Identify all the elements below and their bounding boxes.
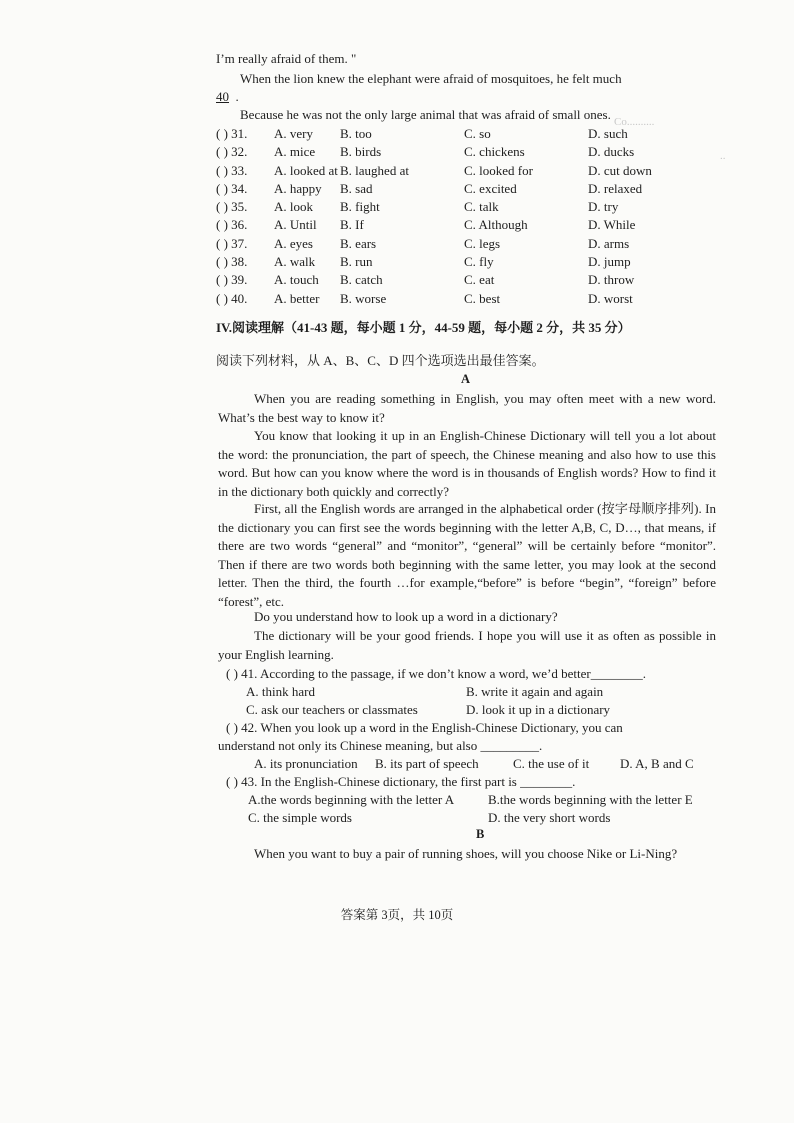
- question-42-stem: ( ) 42. When you look up a word in the English-Chinese Dictionary, you can: [226, 720, 623, 735]
- option-b: B. fight: [340, 199, 380, 215]
- option-d: D. worst: [588, 290, 633, 306]
- question-43-option-b: B.the words beginning with the letter E: [488, 792, 693, 807]
- bleed-through-text: ..: [720, 150, 726, 162]
- question-42-option-b: B. its part of speech: [375, 756, 479, 771]
- question-number: ( ) 39.: [216, 272, 248, 288]
- cloze-option-row: [216, 291, 688, 309]
- cloze-text-line: Because he was not the only large animal that was afraid of small ones.: [240, 107, 611, 122]
- cloze-option-row: [216, 144, 688, 162]
- option-c: C. best: [464, 290, 501, 306]
- question-number: ( ) 31.: [216, 126, 248, 141]
- passage-a-paragraph: When you are reading something in English, you may often meet with a new word. What’s the best way to know it?: [218, 391, 716, 425]
- option-b: B. worse: [340, 290, 387, 306]
- option-b: B. ears: [340, 235, 377, 251]
- option-a: A. walk: [274, 254, 316, 270]
- passage-b-paragraph: When you want to buy a pair of running shoes, will you choose Nike or Li-Ning?: [254, 846, 678, 861]
- option-c: C. chickens: [464, 144, 525, 160]
- question-43-stem: ( ) 43. In the English-Chinese dictionary, the first part is ________.: [226, 774, 576, 789]
- question-number: ( ) 37.: [216, 235, 248, 251]
- option-c: C. talk: [464, 199, 499, 215]
- option-c: C. looked for: [464, 162, 533, 178]
- option-b: B. If: [340, 217, 364, 233]
- passage-a-paragraph: The dictionary will be your good friends. I hope you will use it as often as possible in your English learning.: [218, 628, 716, 662]
- cloze-option-row: [216, 126, 688, 144]
- option-a: A. very: [274, 126, 313, 141]
- question-number: ( ) 36.: [216, 217, 248, 233]
- passage-a-label: A: [461, 372, 471, 386]
- option-a: A. mice: [274, 144, 316, 160]
- cloze-option-row: [216, 217, 688, 235]
- option-b: B. catch: [340, 272, 383, 288]
- cloze-option-row: [216, 181, 688, 199]
- option-a: A. looked at: [274, 162, 338, 178]
- question-42-option-c: C. the use of it: [513, 756, 590, 771]
- cloze-option-row: [216, 254, 688, 272]
- passage-a-paragraph: First, all the English words are arranged in the alphabetical order (按字母顺序排列). In the dictionary you can first see the words beginning with the letter A,B, C, D…, that means, if there are two words “general” and “monitor”, “general” will be certainly before “monitor”. Then if there are two words both beginning with the same letter, you may look at the second letter. Then the third, the fourth …for example,“before” is before “begin”, “foreign” before “forest”, etc.: [218, 501, 716, 609]
- option-c: C. eat: [464, 272, 495, 288]
- passage-b-label: B: [476, 827, 485, 841]
- cloze-option-row: [216, 199, 688, 217]
- option-b: B. too: [340, 126, 372, 141]
- question-41-option-a: A. think hard: [246, 684, 315, 699]
- question-41-option-c: C. ask our teachers or classmates: [246, 702, 418, 717]
- passage-a-paragraph: Do you understand how to look up a word in a dictionary?: [254, 609, 558, 624]
- question-41-option-d: D. look it up in a dictionary: [466, 702, 611, 717]
- section-instruction: 阅读下列材料，从 A、B、C、D 四个选项选出最佳答案。: [216, 353, 545, 368]
- option-d: D. throw: [588, 272, 635, 288]
- option-d: D. try: [588, 199, 619, 215]
- option-d: D. relaxed: [588, 180, 643, 196]
- answer-blank: ________.: [520, 774, 576, 789]
- option-d: D. such: [588, 126, 628, 141]
- option-b: B. run: [340, 254, 373, 270]
- option-d: D. ducks: [588, 144, 635, 160]
- question-number: ( ) 32.: [216, 144, 248, 160]
- cloze-option-row: [216, 236, 688, 254]
- option-b: B. birds: [340, 144, 382, 160]
- question-42-option-a: A. its pronunciation: [254, 756, 358, 771]
- answer-blank: _________.: [480, 738, 543, 753]
- option-d: D. While: [588, 217, 636, 233]
- option-c: C. legs: [464, 235, 501, 251]
- question-43-option-d: D. the very short words: [488, 810, 611, 825]
- cloze-text-line: When the lion knew the elephant were afraid of mosquitoes, he felt much: [240, 71, 622, 86]
- question-43-option-a: A.the words beginning with the letter A: [248, 792, 455, 807]
- question-number: ( ) 38.: [216, 254, 248, 270]
- answer-blank: ________.: [590, 666, 646, 681]
- cloze-blank-40: 40: [216, 89, 229, 104]
- passage-a-paragraph: You know that looking it up in an English-Chinese Dictionary will tell you a lot about the word: the pronunciation, the part of speech, the Chinese meaning and also how to use this word. But how can you know where the word is in thousands of English words? How to find it in the dictionary both quickly and correctly?: [218, 428, 716, 499]
- option-c: C. excited: [464, 180, 517, 196]
- question-43-option-c: C. the simple words: [248, 810, 352, 825]
- question-number: ( ) 33.: [216, 162, 248, 178]
- question-41-stem: ( ) 41. According to the passage, if we don’t know a word, we’d better________.: [226, 666, 646, 681]
- option-d: D. cut down: [588, 162, 652, 178]
- option-a: A. touch: [274, 272, 319, 288]
- cloze-blank-line: 40 .: [216, 89, 239, 104]
- page-footer: 答案第 3页，共 10页: [340, 908, 454, 922]
- cloze-option-row: [216, 163, 688, 181]
- cloze-options-table: [216, 126, 688, 309]
- question-number: ( ) 34.: [216, 180, 248, 196]
- option-d: D. jump: [588, 254, 631, 270]
- cloze-text-line: I’m really afraid of them. ": [216, 51, 357, 66]
- option-b: B. sad: [340, 180, 373, 196]
- question-number: ( ) 35.: [216, 199, 248, 215]
- option-a: A. better: [274, 290, 320, 306]
- question-42-stem-2: understand not only its Chinese meaning, but also _________.: [218, 738, 543, 753]
- option-c: C. so: [464, 126, 491, 141]
- option-a: A. happy: [274, 180, 322, 196]
- option-c: C. Although: [464, 217, 528, 233]
- question-42-option-d: D. A, B and C: [620, 756, 694, 771]
- option-d: D. arms: [588, 235, 630, 251]
- question-number: ( ) 40.: [216, 290, 248, 306]
- option-a: A. eyes: [274, 235, 313, 251]
- option-a: A. look: [274, 199, 313, 215]
- question-41-option-b: B. write it again and again: [466, 684, 604, 699]
- option-a: A. Until: [274, 217, 317, 233]
- cloze-option-row: [216, 272, 688, 290]
- option-c: C. fly: [464, 254, 494, 270]
- section-heading: IV.阅读理解（41-43 题，每小题 1 分，44-59 题，每小题 2 分，共 35 分）: [216, 320, 631, 335]
- option-b: B. laughed at: [340, 162, 409, 178]
- bleed-through-text: Co..........: [614, 116, 655, 128]
